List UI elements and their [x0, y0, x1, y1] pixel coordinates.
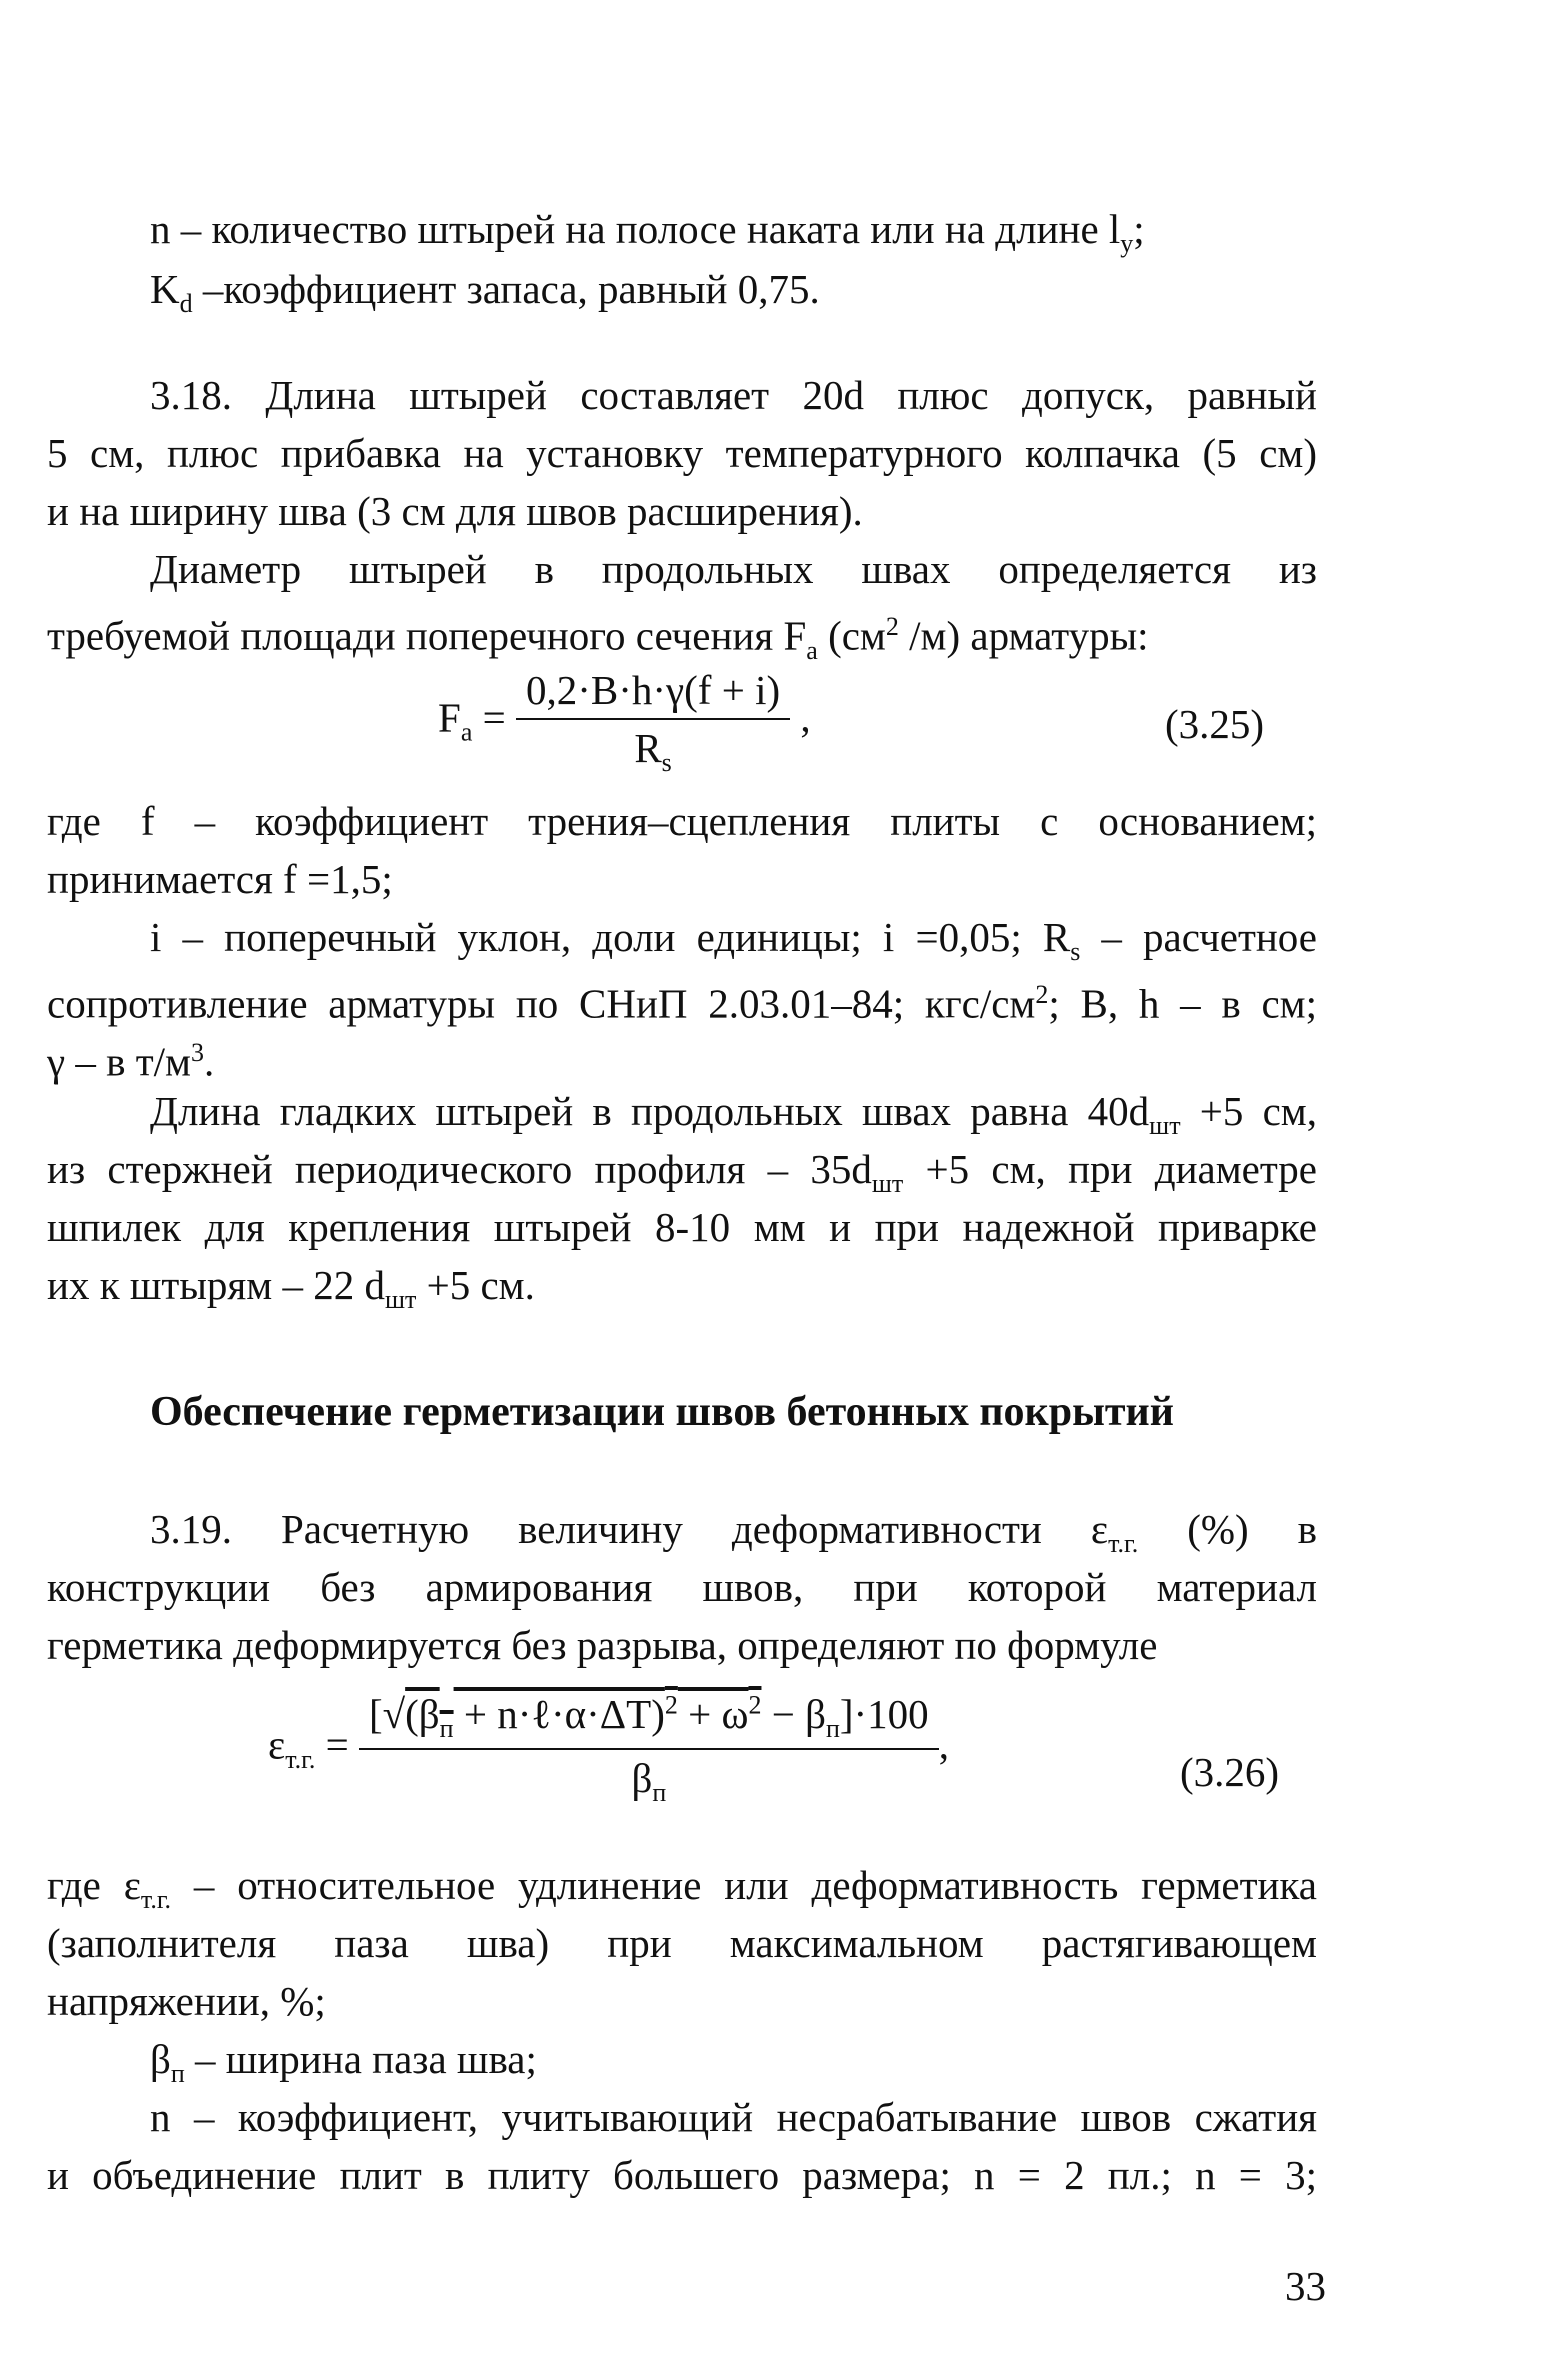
- text-line: напряжении, %;: [47, 1978, 326, 2024]
- denominator: $R_s$: [634, 725, 672, 778]
- formula-3-25: $F_a$ = $\frac{0,2\cdot B\cdot h\cdot\gamma(f + i)}{R_s}$ ,: [438, 667, 811, 778]
- fraction: [359, 1690, 939, 1808]
- text-line: и объединение плит в плиту большего размера; n = 2 пл.; n = 3;: [47, 2152, 1317, 2198]
- text-line: требуемой площади поперечного сечения $F_a$ ($см^2$ /м) арматуры:: [47, 612, 1149, 665]
- numerator: 0,2·B·h·γ(f + i): [516, 666, 790, 720]
- text-line: γ – в $т/м^3$.: [47, 1038, 215, 1085]
- text-line: Длина гладких штырей в продольных швах равна $40d_{шт} +5$ см,: [150, 1088, 1318, 1141]
- formula-3-26: $\varepsilon_{т.г.}$ = $\frac{[√(\beta_п + n\cdot\ell\cdot\alpha\cdot\Delta T)^2 + \omega^2 - \beta_п]\cdot 100}{\beta_п}$ ,: [268, 1690, 949, 1808]
- text-line: где f – коэффициент трения–сцепления плиты с основанием;: [47, 798, 1317, 844]
- text-line: n – коэффициент, учитывающий несрабатывание швов сжатия: [150, 2094, 1317, 2140]
- text-line: $\beta_п$ – ширина паза шва;: [150, 2036, 537, 2089]
- equation-number: (3.25): [1165, 701, 1265, 747]
- text-line: Диаметр штырей в продольных швах определяется из: [150, 546, 1317, 592]
- text-line: шпилек для крепления штырей 8-10 мм и при надежной приварке: [47, 1204, 1317, 1250]
- page-number: 33: [1285, 2263, 1326, 2309]
- text-line: n – количество штырей на полосе наката или на длине $l_y$;: [150, 206, 1145, 259]
- numerator: [$√(\beta_п$ + n·ℓ·α·ΔT)$^2$ + $\omega^2 - \beta_п]\cdot 100$: [359, 1690, 939, 1750]
- text-line: $K_d$ –коэффициент запаса, равный 0,75.: [150, 266, 820, 319]
- text-line: (заполнителя паза шва) при максимальном растягивающем: [47, 1920, 1317, 1966]
- text-line: i – поперечный уклон, доли единицы; i =0,05; $R_s$ – расчетное: [150, 914, 1318, 967]
- paragraph-3-19: 3.19. Расчетную величину деформативности $\varepsilon_{т.г.}$ (%) в: [150, 1506, 1317, 1559]
- text-line: и на ширину шва (3 см для швов расширения).: [47, 488, 863, 534]
- section-heading: Обеспечение герметизации швов бетонных покрытий: [150, 1389, 1174, 1435]
- paragraph-3-18: 3.18. Длина штырей составляет 20d плюс допуск, равный: [150, 372, 1317, 418]
- equation-number: (3.26): [1180, 1749, 1280, 1795]
- text-line: принимается f =1,5;: [47, 856, 393, 902]
- text-line: сопротивление арматуры по СНиП 2.03.01–84; кгс/$см^2$; B, h – в см;: [47, 980, 1317, 1027]
- fraction: [516, 666, 790, 778]
- text-line: конструкции без армирования швов, при которой материал: [47, 1564, 1317, 1610]
- denominator: $\beta_п$: [631, 1755, 667, 1808]
- text-line: их к штырям – 22 $d_{шт} +5$ см.: [47, 1262, 535, 1315]
- text-line: 5 см, плюс прибавка на установку температурного колпачка (5 см): [47, 430, 1317, 476]
- text-line: где $\varepsilon_{т.г.}$ – относительное удлинение или деформативность герметика: [47, 1862, 1317, 1915]
- text-line: из стержней периодического профиля – $35d_{шт} +5$ см, при диаметре: [47, 1146, 1317, 1199]
- text-line: герметика деформируется без разрыва, определяют по формуле: [47, 1622, 1158, 1668]
